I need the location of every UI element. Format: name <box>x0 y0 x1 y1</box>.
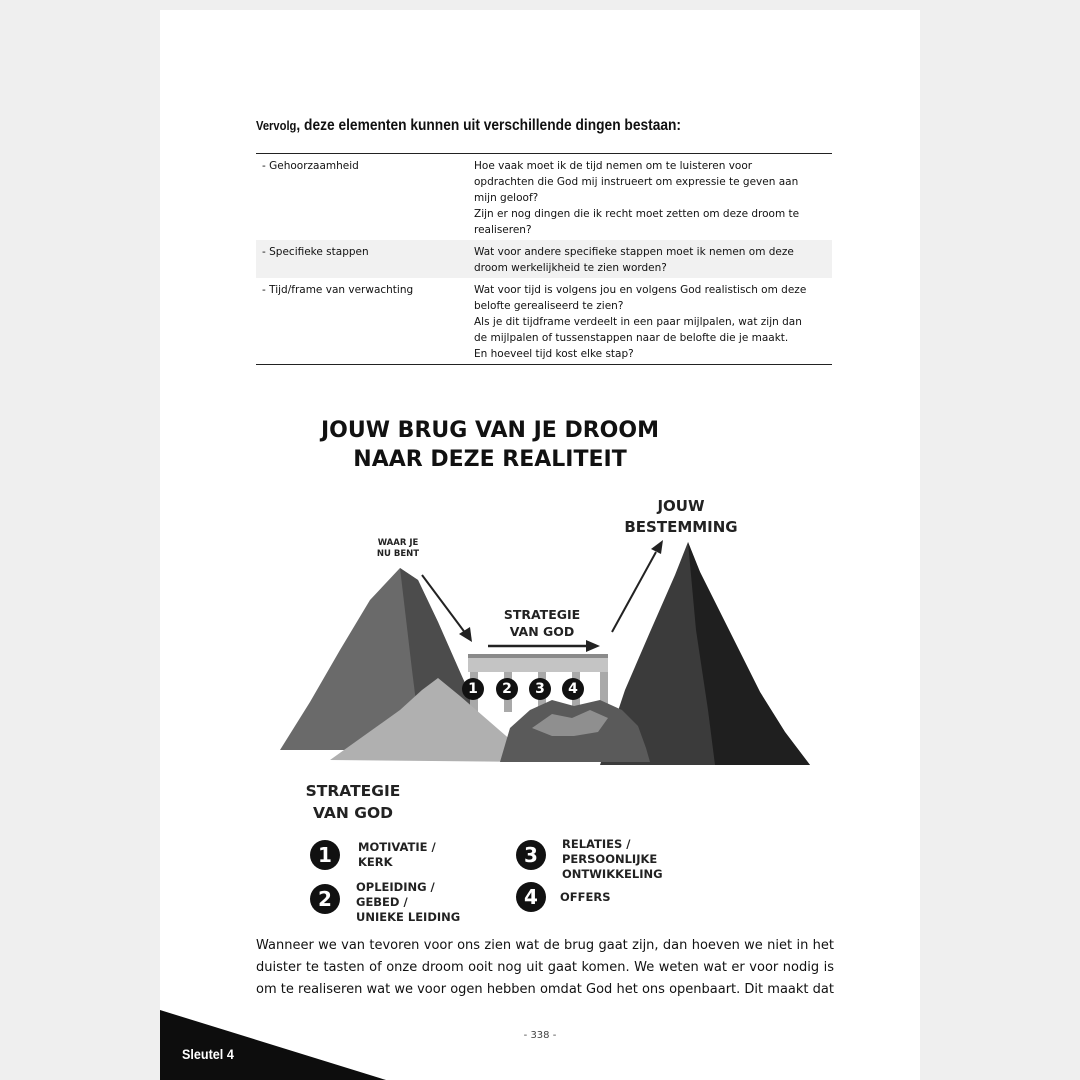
title-line: JOUW BRUG VAN JE DROOM <box>321 418 659 443</box>
destination-label <box>606 496 756 538</box>
strategy-line: STRATEGIE <box>503 607 581 622</box>
bridge-infographic <box>160 410 920 930</box>
legend-item <box>560 890 610 905</box>
table-row-description <box>474 244 832 276</box>
table-row-label: - Gehoorzaamheid <box>262 160 359 172</box>
table-line: de mijlpalen of tussenstappen naar de belofte die je maakt. <box>474 332 789 344</box>
legend-number-badge: 4 <box>516 882 546 912</box>
pillar-number-badge: 1 <box>462 678 484 700</box>
pillar-number-badge: 2 <box>496 678 518 700</box>
page-number: - 338 - <box>523 1030 557 1041</box>
table-line: Wat voor andere specifieke stappen moet ik nemen om deze <box>474 246 794 258</box>
destination-line: BESTEMMING <box>624 518 738 536</box>
legend-title <box>298 780 408 824</box>
arrow-to-destination-head <box>651 540 663 554</box>
table-row <box>256 240 832 278</box>
body-line: duister te tasten of onze droom ooit nog uit gaat komen. We weten wat er voor nodig is <box>256 960 834 975</box>
legend-number-badge: 1 <box>310 840 340 870</box>
table-line: Hoe vaak moet ik de tijd nemen om te luisteren voor <box>474 160 753 172</box>
destination-line: JOUW <box>657 497 705 515</box>
legend-number-badge: 3 <box>516 840 546 870</box>
body-line: Wanneer we van tevoren voor ons zien wat de brug gaat zijn, dan hoeven we niet in het <box>256 938 834 953</box>
legend-item <box>356 880 460 925</box>
table-line: mijn geloof? <box>474 192 539 204</box>
legend-line: UNIEKE LEIDING <box>356 910 461 924</box>
arrow-to-bridge-head <box>459 627 472 642</box>
here-line: WAAR JE <box>377 538 419 548</box>
legend-line: MOTIVATIE / <box>358 840 436 854</box>
table-row-description <box>474 158 832 238</box>
infographic-title <box>310 416 670 474</box>
table-line: droom werkelijkheid te zien worden? <box>474 262 667 274</box>
table-line: opdrachten die God mij instrueert om expressie te geven aan <box>474 176 799 188</box>
heading-rest: , deze elementen kunnen uit verschillende dingen bestaan: <box>296 117 682 134</box>
legend-line: KERK <box>358 855 393 869</box>
strategy-label <box>482 606 602 640</box>
table-row-label: - Tijd/frame van verwachting <box>262 284 414 296</box>
section-label: Sleutel 4 <box>182 1046 234 1062</box>
legend-line: OPLEIDING / <box>356 880 435 894</box>
legend-line: ONTWIKKELING <box>562 867 663 881</box>
legend-title-line: VAN GOD <box>312 804 394 822</box>
strategy-line: VAN GOD <box>509 624 575 639</box>
arrow-to-destination <box>612 552 656 632</box>
legend-number-badge: 2 <box>310 884 340 914</box>
table-row-label: - Specifieke stappen <box>262 246 369 258</box>
here-line: NU BENT <box>376 549 420 559</box>
table-line: realiseren? <box>474 224 532 236</box>
book-page <box>160 10 920 1080</box>
legend-line: RELATIES / <box>562 837 631 851</box>
table-line: Als je dit tijdframe verdeelt in een paar mijlpalen, wat zijn dan <box>474 316 802 328</box>
title-line: NAAR DEZE REALITEIT <box>353 447 627 472</box>
table-line: En hoeveel tijd kost elke stap? <box>474 348 634 360</box>
legend-line: PERSOONLIJKE <box>562 852 658 866</box>
section-heading <box>256 117 681 135</box>
body-paragraph <box>256 935 834 1001</box>
table-line: Wat voor tijd is volgens jou en volgens God realistisch om deze <box>474 284 807 296</box>
pillar-number-badge: 4 <box>562 678 584 700</box>
table-row-description <box>474 282 832 362</box>
elements-table <box>256 153 832 365</box>
legend-line: OFFERS <box>560 890 611 904</box>
table-line: belofte gerealiseerd te zien? <box>474 300 624 312</box>
bridge-deck <box>468 658 608 672</box>
legend-line: GEBED / <box>356 895 408 909</box>
table-row <box>256 154 832 240</box>
heading-prefix: Vervolg <box>256 118 297 133</box>
table-line: Zijn er nog dingen die ik recht moet zetten om deze droom te <box>474 208 800 220</box>
pillar-number-badge: 3 <box>529 678 551 700</box>
table-row <box>256 278 832 364</box>
strategy-arrow-head <box>586 640 600 652</box>
corner-section-tab <box>160 1010 400 1080</box>
legend-title-line: STRATEGIE <box>305 782 401 800</box>
bridge-rail <box>468 654 608 658</box>
body-line: om te realiseren wat we voor ogen hebben omdat God het ons openbaart. Dit maakt dat <box>256 982 834 997</box>
current-position-label <box>364 538 432 560</box>
legend-item <box>562 837 663 882</box>
legend-item <box>358 840 436 870</box>
